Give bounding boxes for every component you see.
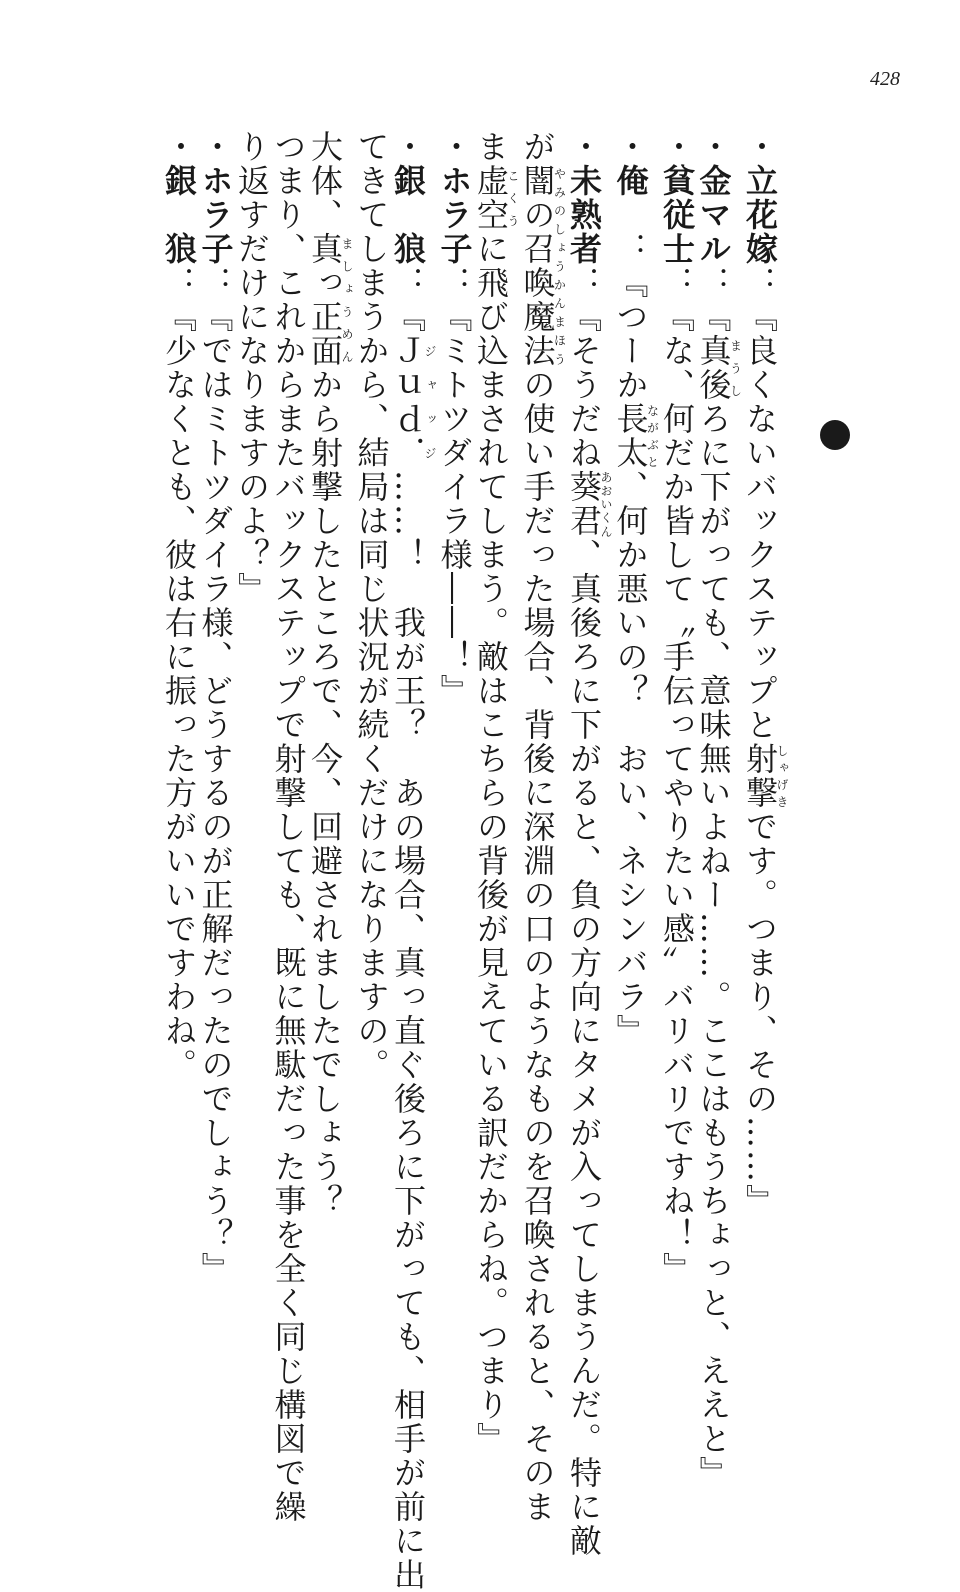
ruby-base: 虚空 <box>472 164 510 232</box>
speaker-separator: ： <box>741 266 779 300</box>
continuation-line <box>234 130 271 1290</box>
ruby-annotation <box>611 402 660 470</box>
line-text: 『そうだね <box>565 300 603 470</box>
bullet-marker: ・ <box>658 130 696 164</box>
line-text: が <box>518 130 557 164</box>
line-text: 『つーか <box>611 266 650 402</box>
ruby-annotation <box>306 232 354 368</box>
bullet-marker: ・ <box>611 130 650 164</box>
page-number: 428 <box>870 68 900 90</box>
line-text: の使い手だった場合、背後に深淵の口のようなものを召喚されると、そのま <box>518 368 557 1524</box>
ruby-annotation <box>741 742 789 810</box>
ruby-annotation <box>565 470 613 538</box>
speaker-name: 未熟者 <box>565 164 603 266</box>
speaker-separator: ： <box>435 266 474 300</box>
continuation-line <box>353 130 390 1290</box>
line-text: ま <box>472 130 510 164</box>
continuation-line <box>307 130 354 1290</box>
speaker-name: 銀 狼 <box>160 164 198 266</box>
speaker-separator: ： <box>694 266 733 300</box>
bullet-marker: ・ <box>389 130 427 164</box>
line-text: ……！ 我が王？ あの場合、真っ直ぐ後ろに下がっても、相手が前に出 <box>389 470 427 1592</box>
line-text: 『ミトツダイラ様――！』 <box>435 300 474 708</box>
ruby-annotation <box>694 334 743 402</box>
ruby-reading: しゃげき <box>775 742 789 810</box>
ruby-base: 真っ正面 <box>306 232 344 368</box>
speaker-name: 立花嫁 <box>741 164 779 266</box>
line-text: 『 <box>694 300 733 334</box>
line-text: 『良くないバックステップと <box>741 300 779 742</box>
ruby-base: 真後 <box>694 334 733 402</box>
speaker-name: ホラ子 <box>435 164 474 266</box>
line-text: 『な、何だか皆して〝手伝ってやりたい感〟バリバリですね！』 <box>658 300 696 1286</box>
line-text: です。つまり、その……』 <box>741 810 779 1218</box>
dialogue-line <box>161 130 198 1290</box>
speaker-separator: ： <box>389 266 427 300</box>
bullet-marker: ・ <box>196 130 235 164</box>
speaker-name: ホラ子 <box>196 164 235 266</box>
line-text: 、何か悪いの？ おい、ネシンバラ』 <box>611 470 650 1048</box>
line-text: つまり、これからまたバックステップで射撃しても、既に無駄だった事を全く同じ構図で繰 <box>269 130 308 1524</box>
speaker-name: 俺 <box>611 164 650 198</box>
ruby-reading: まうし <box>728 334 743 402</box>
ruby-reading: こくう <box>506 164 520 232</box>
dialogue-line <box>197 130 234 1290</box>
bullet-marker: ・ <box>741 130 779 164</box>
continuation-line <box>269 130 308 1524</box>
dialogue-line <box>612 130 659 1290</box>
dialogue-line <box>389 130 437 1592</box>
bullet-marker: ・ <box>160 130 198 164</box>
line-text: から射撃したところで、今、回避されましたでしょう？ <box>306 368 344 1218</box>
ruby-reading: ながぶと <box>645 402 660 470</box>
dialogue-line <box>565 130 613 1558</box>
ruby-annotation <box>518 164 567 368</box>
ruby-base: 射撃 <box>741 742 779 810</box>
continuation-line <box>518 130 567 1524</box>
speaker-separator: ： <box>565 266 603 300</box>
ruby-reading: やみのしょうかんまほう <box>552 164 567 368</box>
ruby-base: 葵君 <box>565 470 603 538</box>
speaker-separator: ： <box>658 266 696 300</box>
line-text: ろに下がっても、意味無いよねー……。ここはもうちょっと、ええと』 <box>694 402 733 1490</box>
bullet-marker: ・ <box>694 130 733 164</box>
line-text: に飛び込まされてしまう。敵はこちらの背後が見えている訳だからね。つまり』 <box>472 232 510 1456</box>
ruby-base: Ｊｕｄ． <box>389 334 427 470</box>
speaker-name: 貧従士 <box>658 164 696 266</box>
ruby-reading: あおいくん <box>599 470 613 538</box>
speaker-separator: ： <box>160 266 198 300</box>
speaker-separator: ： <box>611 198 650 266</box>
speaker-name: 金マル <box>694 164 733 266</box>
ruby-reading: ジャッジ <box>423 334 437 470</box>
bullet-marker: ・ <box>565 130 603 164</box>
ruby-reading: ましょうめん <box>340 232 354 368</box>
dialogue-line <box>659 130 696 1290</box>
speaker-separator: ： <box>196 266 235 300</box>
line-text: てきてしまうから、結局は同じ状況が続くだけになりますの。 <box>352 130 391 1082</box>
vertical-text-body <box>88 130 789 1592</box>
line-text: 大体、 <box>306 130 344 232</box>
bullet-marker: ・ <box>435 130 474 164</box>
dialogue-line <box>436 130 473 1290</box>
ruby-annotation <box>472 164 520 232</box>
dialogue-line <box>694 130 743 1490</box>
line-text: 『少なくとも、彼は右に振った方がいいですわね。 <box>160 300 198 1082</box>
line-text: 、真後ろに下がると、負の方向にタメが入ってしまうんだ。特に敵 <box>565 538 603 1558</box>
ruby-base: 長太 <box>611 402 650 470</box>
section-dot-marker <box>820 420 850 450</box>
line-text: 『 <box>389 300 427 334</box>
dialogue-line <box>742 130 789 1290</box>
ruby-base: 闇の召喚魔法 <box>518 164 557 368</box>
line-text: 『ではミトツダイラ様、どうするのが正解だったのでしょう？』 <box>196 300 235 1286</box>
continuation-line <box>472 130 520 1456</box>
line-text: り返すだけになりますのよ？』 <box>233 130 271 606</box>
ruby-annotation <box>389 334 437 470</box>
speaker-name: 銀 狼 <box>389 164 427 266</box>
